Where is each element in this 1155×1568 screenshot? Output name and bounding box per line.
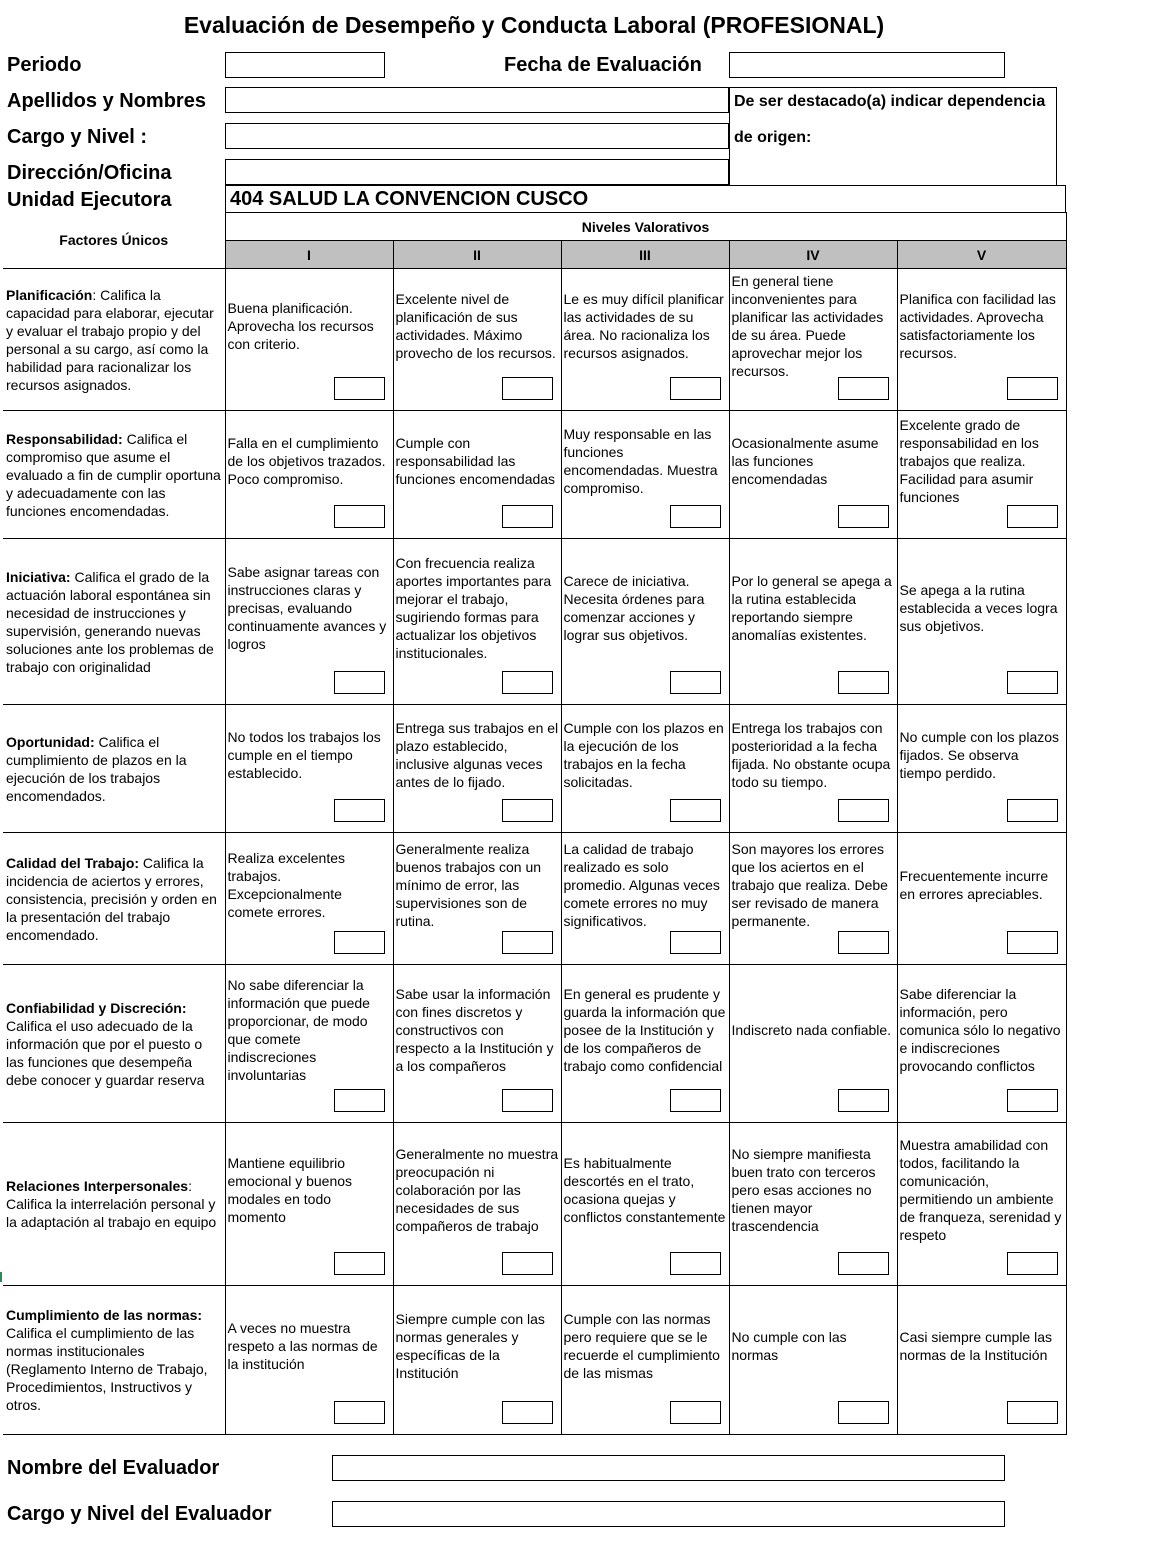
factor-desc: Califica el grado de la actuación laboral espontánea sin necesidad de instrucciones y supervisión, generando nuevas soluciones ante los problemas de trabajo con originalidad xyxy=(6,568,214,675)
level-cell xyxy=(729,539,897,705)
score-input-box[interactable] xyxy=(838,1252,889,1275)
level-description: Sabe diferenciar la información, pero comunica sólo lo negativo e indiscreciones provocando conflictos xyxy=(899,985,1061,1074)
level-cell xyxy=(393,965,561,1123)
level-description: Siempre cumple con las normas generales y específicas de la Institución xyxy=(395,1311,545,1381)
score-input-box[interactable] xyxy=(334,799,385,822)
level-description: Entrega los trabajos con posterioridad a la fecha fijada. No obstante ocupa todo su tiempo. xyxy=(731,719,891,790)
level-cell xyxy=(393,269,561,411)
score-input-box[interactable] xyxy=(502,1089,553,1112)
evaluador-field[interactable] xyxy=(332,1455,1005,1481)
level-description: En general es prudente y guarda la información que posee de la Institución y de los compañeros de trabajo como confidencial xyxy=(563,985,726,1074)
level-cell xyxy=(561,705,729,833)
level-cell xyxy=(393,1123,561,1286)
level-description: A veces no muestra respeto a las normas de la institución xyxy=(227,1320,378,1372)
level-description: Entrega sus trabajos en el plazo establecido, inclusive algunas veces antes de lo fijado. xyxy=(395,719,559,790)
level-header-5: V xyxy=(897,241,1066,269)
score-input-box[interactable] xyxy=(334,1401,385,1424)
unidad-ejecutora-value[interactable]: 404 SALUD LA CONVENCION CUSCO xyxy=(225,185,1066,213)
level-cell xyxy=(897,705,1066,833)
score-input-box[interactable] xyxy=(502,799,553,822)
score-input-box[interactable] xyxy=(838,1401,889,1424)
score-input-box[interactable] xyxy=(334,1089,385,1112)
factor-row xyxy=(3,269,1066,411)
factor-desc: Califica el compromiso que asume el evaluado a fin de cumplir oportuna y adecuadamente con las funciones encomendadas. xyxy=(6,430,221,519)
score-input-box[interactable] xyxy=(670,1401,721,1424)
direccion-oficina-label: Dirección/Oficina xyxy=(7,162,172,184)
level-header-1: I xyxy=(225,241,393,269)
level-cell xyxy=(897,411,1066,539)
level-cell xyxy=(225,411,393,539)
level-description: Cumple con las normas pero requiere que se le recuerde el cumplimiento de las mismas xyxy=(563,1311,720,1381)
score-input-box[interactable] xyxy=(838,931,889,954)
level-cell xyxy=(897,1286,1066,1435)
nombres-label: Apellidos y Nombres xyxy=(7,90,206,112)
level-header-3: III xyxy=(561,241,729,269)
level-description: No todos los trabajos los cumple en el tiempo establecido. xyxy=(227,728,381,781)
level-cell xyxy=(225,833,393,965)
level-description: Se apega a la rutina establecida a veces logra sus objetivos. xyxy=(899,581,1058,634)
level-cell xyxy=(225,705,393,833)
factor-desc: Califica el cumplimiento de plazos en la ejecución de los trabajos encomendados. xyxy=(6,733,187,804)
score-input-box[interactable] xyxy=(1007,671,1058,694)
factor-description-cell xyxy=(3,1123,225,1286)
score-input-box[interactable] xyxy=(334,931,385,954)
score-input-box[interactable] xyxy=(670,799,721,822)
nombres-field[interactable] xyxy=(225,87,729,113)
factor-row xyxy=(3,705,1066,833)
score-input-box[interactable] xyxy=(502,377,553,400)
destacado-note-line1: De ser destacado(a) indicar dependencia xyxy=(734,93,1046,110)
direccion-oficina-field[interactable] xyxy=(225,159,729,185)
factor-name: Iniciativa: xyxy=(6,568,71,585)
score-input-box[interactable] xyxy=(838,671,889,694)
level-cell xyxy=(225,1123,393,1286)
factor-row xyxy=(3,1286,1066,1435)
level-description: Planifica con facilidad las actividades. Aprovecha satisfactoriamente los recursos. xyxy=(899,290,1056,361)
fecha-evaluacion-label: Fecha de Evaluación xyxy=(504,54,702,76)
level-description: En general tiene inconvenientes para planificar las actividades de su área. Puede aprovechar mejor los recursos. xyxy=(731,272,884,379)
factor-row xyxy=(3,965,1066,1123)
level-cell xyxy=(897,539,1066,705)
factor-desc: Califica la interrelación personal y la adaptación al trabajo en equipo xyxy=(6,1196,217,1230)
level-cell xyxy=(561,965,729,1123)
level-description: Ocasionalmente asume las funciones encomendadas xyxy=(731,434,879,487)
factor-desc: Califica el uso adecuado de la información que por el puesto o las funciones que desempeña debe conocer y guardar reserva xyxy=(6,1017,205,1088)
factor-description-cell xyxy=(3,1286,225,1435)
periodo-label: Periodo xyxy=(7,54,82,76)
unidad-ejecutora-label: Unidad Ejecutora xyxy=(7,189,172,211)
score-input-box[interactable] xyxy=(334,505,385,528)
level-description: Falla en el cumplimiento de los objetivos trazados. Poco compromiso. xyxy=(227,434,386,487)
level-description: Le es muy difícil planificar las actividades de su área. No racionaliza los recursos asignados. xyxy=(563,290,724,361)
level-cell xyxy=(393,833,561,965)
level-description: Sabe usar la información con fines discretos y constructivos con respecto a la Institución y a los compañeros xyxy=(395,985,554,1074)
level-cell xyxy=(729,965,897,1123)
factors-header: Factores Únicos xyxy=(3,213,225,269)
evaluador-label: Nombre del Evaluador xyxy=(7,1457,220,1479)
score-input-box[interactable] xyxy=(838,1089,889,1112)
score-input-box[interactable] xyxy=(670,931,721,954)
factor-name: Oportunidad: xyxy=(6,733,95,750)
score-input-box[interactable] xyxy=(1007,1401,1058,1424)
level-description: Excelente nivel de planificación de sus actividades. Máximo provecho de los recursos. xyxy=(395,290,556,361)
factor-description-cell xyxy=(3,705,225,833)
score-input-box[interactable] xyxy=(502,1401,553,1424)
level-description: Frecuentemente incurre en errores apreciables. xyxy=(899,867,1049,902)
score-input-box[interactable] xyxy=(838,505,889,528)
factor-row xyxy=(3,833,1066,965)
level-cell xyxy=(729,1286,897,1435)
level-cell xyxy=(225,269,393,411)
cargo-nivel-field[interactable] xyxy=(225,123,729,149)
destacado-note-box[interactable] xyxy=(729,87,1057,186)
level-cell xyxy=(897,965,1066,1123)
level-description: Generalmente no muestra preocupación ni colaboración por las necesidades de sus compañeros de trabajo xyxy=(395,1146,559,1234)
level-cell xyxy=(393,705,561,833)
level-description: Casi siempre cumple las normas de la Institución xyxy=(899,1329,1052,1363)
score-input-box[interactable] xyxy=(502,931,553,954)
level-description: Indiscreto nada confiable. xyxy=(731,1021,892,1038)
factor-desc: Califica la capacidad para elaborar, ejecutar y evaluar el trabajo propio y del personal a su cargo, así como la habilidad para racionalizar los recursos asignados. xyxy=(6,286,214,393)
level-description: Cumple con los plazos en la ejecución de los trabajos en la fecha solicitadas. xyxy=(563,719,724,790)
factor-name: Responsabilidad: xyxy=(6,430,123,447)
level-cell xyxy=(729,833,897,965)
level-cell xyxy=(225,1286,393,1435)
factor-desc: Califica la incidencia de aciertos y errores, consistencia, precisión y orden en la presentación del trabajo encomendado. xyxy=(6,854,217,943)
score-input-box[interactable] xyxy=(670,1089,721,1112)
score-input-box[interactable] xyxy=(1007,505,1058,528)
factor-separator: : xyxy=(92,286,101,303)
gutter-marker xyxy=(0,1272,2,1282)
score-input-box[interactable] xyxy=(1007,1089,1058,1112)
level-description: No cumple con las normas xyxy=(731,1329,847,1363)
factor-description-cell xyxy=(3,833,225,965)
level-cell xyxy=(897,833,1066,965)
level-cell xyxy=(393,539,561,705)
level-description: Realiza excelentes trabajos. Excepcionalmente comete errores. xyxy=(227,849,346,920)
factor-separator: : xyxy=(188,1178,192,1194)
cargo-nivel-label: Cargo y Nivel : xyxy=(7,126,148,148)
level-header-4: IV xyxy=(729,241,897,269)
cargo-evaluador-field[interactable] xyxy=(332,1501,1005,1527)
level-description: Cumple con responsabilidad las funciones encomendadas xyxy=(395,434,556,487)
level-description: Carece de iniciativa. Necesita órdenes para comenzar acciones y lograr sus objetivos. xyxy=(563,572,705,643)
periodo-field[interactable] xyxy=(225,52,385,78)
factor-desc: Califica el cumplimiento de las normas institucionales (Reglamento Interno de Trabajo, Procedimientos, Instructivos y otros. xyxy=(6,1325,208,1413)
score-input-box[interactable] xyxy=(1007,931,1058,954)
level-description: Generalmente realiza buenos trabajos con un mínimo de error, las supervisiones son de rutina. xyxy=(395,840,542,929)
level-description: No cumple con los plazos fijados. Se observa tiempo perdido. xyxy=(899,728,1060,781)
factor-row xyxy=(3,1123,1066,1286)
score-input-box[interactable] xyxy=(1007,377,1058,400)
level-cell xyxy=(225,539,393,705)
cargo-evaluador-label: Cargo y Nivel del Evaluador xyxy=(7,1503,272,1525)
factor-row xyxy=(3,539,1066,705)
score-input-box[interactable] xyxy=(334,1252,385,1275)
level-description: La calidad de trabajo realizado es solo promedio. Algunas veces comete errores no muy significativos. xyxy=(563,840,720,929)
level-cell xyxy=(561,411,729,539)
score-input-box[interactable] xyxy=(670,1252,721,1275)
level-cell xyxy=(561,269,729,411)
level-cell xyxy=(729,1123,897,1286)
score-input-box[interactable] xyxy=(334,377,385,400)
level-description: Buena planificación. Aprovecha los recursos con criterio. xyxy=(227,299,374,352)
factor-name: Confiabilidad y Discreción: xyxy=(6,999,187,1016)
factor-name: Relaciones Interpersonales xyxy=(6,1178,189,1194)
level-cell xyxy=(561,1123,729,1286)
factor-description-cell xyxy=(3,269,225,411)
level-cell xyxy=(561,539,729,705)
levels-header: Niveles Valorativos xyxy=(225,213,1066,241)
level-cell xyxy=(897,269,1066,411)
score-input-box[interactable] xyxy=(670,377,721,400)
level-cell xyxy=(561,1286,729,1435)
factor-description-cell xyxy=(3,411,225,539)
level-cell xyxy=(729,411,897,539)
level-cell xyxy=(393,1286,561,1435)
factor-name: Cumplimiento de las normas: xyxy=(6,1307,203,1323)
score-input-box[interactable] xyxy=(334,671,385,694)
score-input-box[interactable] xyxy=(670,505,721,528)
factor-description-cell xyxy=(3,965,225,1123)
level-description: Excelente grado de responsabilidad en los trabajos que realiza. Facilidad para asumir funciones xyxy=(899,416,1039,505)
score-input-box[interactable] xyxy=(1007,799,1058,822)
level-description: Muestra amabilidad con todos, facilitando la comunicación, permitiendo un ambiente de franqueza, serenidad y respeto xyxy=(899,1137,1062,1243)
level-description: Muy responsable en las funciones encomendadas. Muestra compromiso. xyxy=(563,425,718,496)
score-input-box[interactable] xyxy=(502,1252,553,1275)
level-cell xyxy=(729,269,897,411)
form-title: Evaluación de Desempeño y Conducta Laboral (PROFESIONAL) xyxy=(183,12,885,38)
level-cell xyxy=(393,411,561,539)
level-cell xyxy=(225,965,393,1123)
fecha-evaluacion-field[interactable] xyxy=(729,52,1005,78)
factor-name: Calidad del Trabajo: xyxy=(6,854,140,871)
factor-description-cell xyxy=(3,539,225,705)
score-input-box[interactable] xyxy=(838,799,889,822)
destacado-note-line2: de origen: xyxy=(734,129,812,146)
level-cell xyxy=(561,833,729,965)
score-input-box[interactable] xyxy=(1007,1252,1058,1275)
evaluation-table xyxy=(3,212,1067,1435)
level-description: Sabe asignar tareas con instrucciones claras y precisas, evaluando continuamente avances y logros xyxy=(227,563,387,652)
factor-row xyxy=(3,411,1066,539)
level-description: No siempre manifiesta buen trato con terceros pero esas acciones no tienen mayor trascendencia xyxy=(731,1146,876,1234)
level-cell xyxy=(729,705,897,833)
level-description: Es habitualmente descortés en el trato, ocasiona quejas y conflictos constantemente xyxy=(563,1155,726,1225)
level-description: Con frecuencia realiza aportes importantes para mejorar el trabajo, sugiriendo formas para actualizar los objetivos institucionales. xyxy=(395,554,552,661)
level-description: Por lo general se apega a la rutina establecida reportando siempre anomalías existentes. xyxy=(731,572,892,643)
score-input-box[interactable] xyxy=(670,671,721,694)
factor-name: Planificación xyxy=(6,286,93,303)
score-input-box[interactable] xyxy=(502,671,553,694)
level-description: Mantiene equilibrio emocional y buenos modales en todo momento xyxy=(227,1155,353,1225)
score-input-box[interactable] xyxy=(502,505,553,528)
level-description: Son mayores los errores que los aciertos en el trabajo que realiza. Debe ser revisado de manera permanente. xyxy=(731,840,888,929)
level-cell xyxy=(897,1123,1066,1286)
level-description: No sabe diferenciar la información que puede proporcionar, de modo que comete indiscreciones involuntarias xyxy=(227,976,370,1083)
score-input-box[interactable] xyxy=(838,377,889,400)
level-header-2: II xyxy=(393,241,561,269)
